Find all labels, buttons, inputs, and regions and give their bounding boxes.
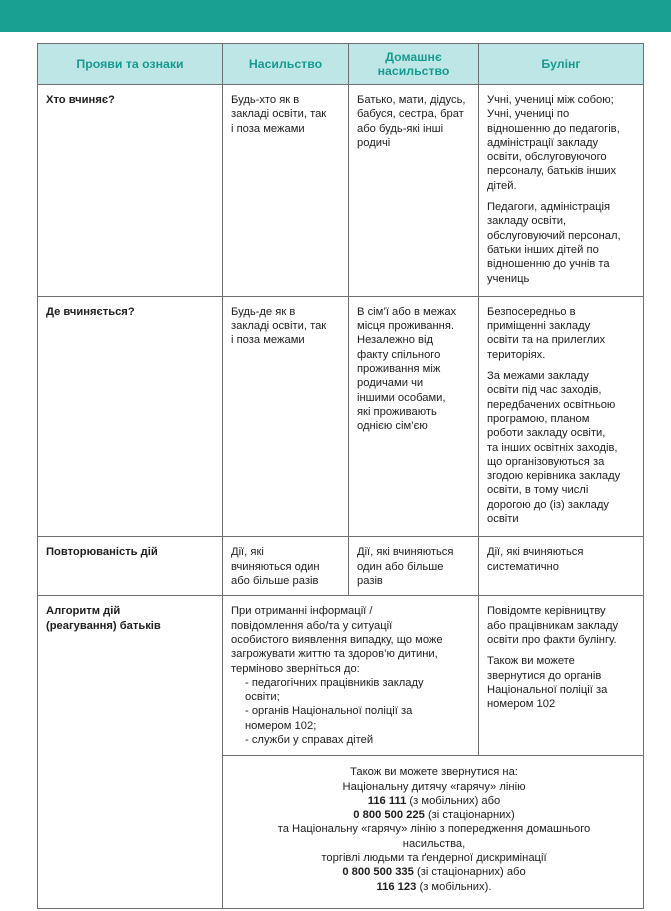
- text-line: освіти, в тому числі: [487, 484, 589, 497]
- header-violence: Насильство: [223, 44, 349, 85]
- cell-where-violence: [223, 296, 349, 536]
- text-line: програмою, планом: [487, 412, 590, 425]
- text-line: освіти під час заходів,: [487, 384, 602, 397]
- text-line: закладу освіти,: [487, 215, 567, 228]
- text-line: відношенню до педагогів,: [487, 122, 620, 135]
- text-line: роботи закладу освіти,: [487, 427, 606, 440]
- cell-who-domestic: [349, 85, 479, 297]
- text-line: що організовуються за: [487, 455, 605, 468]
- text-line: При отриманні інформації /: [231, 605, 373, 618]
- text-line: освіти, обслуговуючого: [487, 151, 607, 164]
- comparison-table: [37, 43, 644, 909]
- text-line: систематично: [487, 560, 559, 573]
- text-line: освіти;: [245, 691, 280, 704]
- text-line: освіти: [487, 513, 519, 526]
- header-bullying: Булінг: [479, 44, 644, 85]
- text-line: дітей.: [487, 179, 517, 192]
- list-item: [231, 733, 472, 747]
- row-label-algorithm: Алгоритм дій (реагування) батьків: [38, 596, 223, 909]
- row-label-repeat: Повторюваність дій: [38, 537, 223, 596]
- header-domestic-violence: Домашнє насильство: [349, 44, 479, 85]
- text-line: повідомлення або/та у ситуації: [231, 619, 393, 632]
- text-line: Повідомте керівництву: [487, 605, 606, 618]
- text-line: які проживають: [357, 405, 437, 418]
- row-label-who: Хто вчиняє?: [38, 85, 223, 297]
- text-line: адміністрації закладу: [487, 136, 599, 149]
- text-line: відношенню до учнів та: [487, 258, 610, 271]
- text-line: освіти про факти булінгу.: [487, 633, 617, 646]
- hotline-number: 116 123: [376, 880, 417, 893]
- header-row: [38, 44, 644, 85]
- row-label-where: Де вчиняється?: [38, 296, 223, 536]
- text-line: персоналу, батьків інших: [487, 165, 617, 178]
- text-line: За межами закладу: [487, 370, 589, 383]
- row-where: [38, 296, 644, 536]
- text-line: номером 102;: [245, 719, 317, 732]
- text-line: приміщенні закладу: [487, 320, 591, 333]
- text-line: Також ви можете: [487, 655, 575, 668]
- text-line: учениць: [487, 272, 530, 285]
- row-algorithm: [38, 596, 644, 756]
- hotline-number: 116 111: [367, 794, 407, 807]
- text-line: Національної поліції за: [487, 683, 608, 696]
- text-line: передбачених освітньою: [487, 398, 616, 411]
- text-line: та інших освітніх заходів,: [487, 441, 618, 454]
- text-line: або працівникам закладу: [487, 619, 619, 632]
- text-line: Будь-хто як в: [231, 94, 300, 106]
- text-line: однією сім’єю: [357, 420, 428, 433]
- text-line: територіях.: [487, 348, 546, 361]
- cell-repeat-violence: [223, 537, 349, 596]
- text-line: місця проживання.: [357, 320, 455, 333]
- text-line: - служби у справах дітей: [245, 733, 374, 746]
- text-line: родичі: [357, 136, 391, 149]
- text-line: Учні, учениці між собою;: [487, 94, 614, 106]
- text-line: факту спільного: [357, 348, 441, 361]
- text-line: дорогою до (із) закладу: [487, 498, 610, 511]
- top-color-band: [0, 0, 671, 32]
- text-line: звернутися до органів: [487, 669, 602, 682]
- text-line: Незалежно від: [357, 334, 433, 347]
- text-line: Будь-де як в: [231, 305, 296, 318]
- text-line: Дії, які вчиняються: [487, 546, 584, 559]
- text-line: особистого виявлення випадку, що може: [231, 633, 443, 646]
- hotline-number: 0 800 500 225: [353, 809, 425, 822]
- header-signs: Прояви та ознаки: [38, 44, 223, 85]
- text-line: або більше разів: [231, 574, 319, 587]
- text-line: Дії, які вчиняються: [357, 546, 454, 559]
- text-line: терміново зверніться до:: [231, 662, 360, 675]
- text-line: закладі освіти, так: [231, 320, 327, 333]
- text-line: або будь-які інші: [357, 122, 444, 135]
- list-item: [231, 704, 472, 733]
- text-line: один або більше: [357, 560, 444, 573]
- text-line: вчиняються один: [231, 560, 320, 573]
- hotline-number: 0 800 500 335: [342, 866, 414, 879]
- hotline-info: Також ви можете звернутися на: Національну дитячу «гарячу» лінію 116 111 (з мобільних) або 0 800 500 225 (зі стаціонарних) та Національну «гарячу» лінію з попередження домашнього насильства, торгівлі людьми та ґендерної дискримінації 0 800 500 335 (зі стаціонарних) або 116 123 (з мобільних).: [223, 756, 644, 909]
- text-line: - педагогічних працівників закладу: [245, 676, 424, 689]
- text-line: освіти та на прилеглих: [487, 334, 606, 347]
- text-line: і поза межами: [231, 122, 305, 135]
- text-line: - органів Національної поліції за: [245, 705, 413, 718]
- row-repeat: [38, 537, 644, 596]
- text-line: Безпосередньо в: [487, 305, 576, 318]
- text-line: Дії, які: [231, 546, 264, 559]
- text-line: обслуговуючий персонал,: [487, 229, 621, 242]
- text-line: родичами чи: [357, 377, 424, 390]
- cell-who-bullying: [479, 85, 644, 297]
- text-line: іншими особами,: [357, 391, 446, 404]
- text-line: номером 102: [487, 698, 556, 711]
- cell-algorithm-bullying: [479, 596, 644, 756]
- text-line: і поза межами: [231, 334, 305, 347]
- text-line: проживання між: [357, 363, 441, 376]
- row-who: [38, 85, 644, 297]
- cell-who-violence: [223, 85, 349, 297]
- cell-repeat-domestic: [349, 537, 479, 596]
- text-line: загрожувати життю та здоров’ю дитини,: [231, 648, 438, 661]
- cell-algorithm-shared: [223, 596, 479, 756]
- text-line: В сім’ї або в межах: [357, 305, 457, 318]
- cell-where-domestic: [349, 296, 479, 536]
- text-line: бабуся, сестра, брат: [357, 108, 464, 121]
- cell-where-bullying: [479, 296, 644, 536]
- text-line: згодою керівника закладу: [487, 470, 621, 483]
- text-line: Учні, учениці по: [487, 108, 570, 121]
- list-item: [231, 676, 472, 705]
- text-line: Батько, мати, дідусь,: [357, 94, 466, 106]
- contact-list: [231, 676, 472, 747]
- text-line: разів: [357, 574, 383, 587]
- text-line: закладі освіти, так: [231, 108, 327, 121]
- cell-repeat-bullying: [479, 537, 644, 596]
- text-line: Педагоги, адміністрація: [487, 201, 611, 214]
- text-line: батьки інших дітей по: [487, 243, 599, 256]
